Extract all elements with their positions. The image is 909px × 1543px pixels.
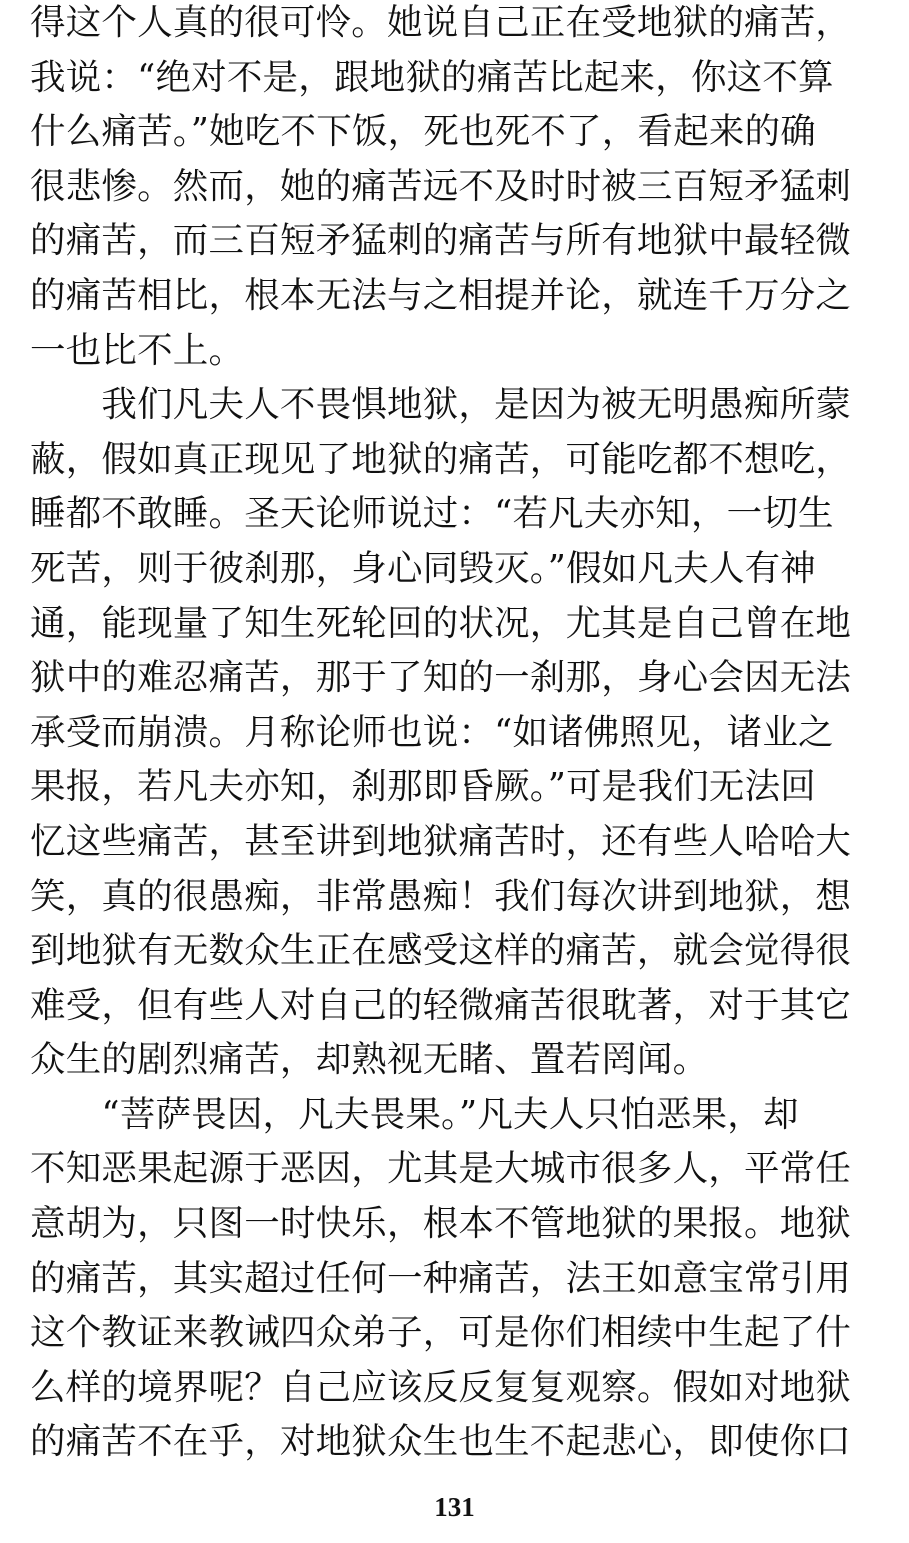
text-line: 么样的境界呢？自己应该反反复复观察。假如对地狱 [30, 1366, 852, 1408]
text-line: 通，能现量了知生死轮回的状况，尤其是自己曾在地 [30, 602, 852, 644]
text-line: 得这个人真的很可怜。她说自己正在受地狱的痛苦， [30, 2, 852, 43]
text-line: 这个教证来教诫四众弟子，可是你们相续中生起了什 [30, 1312, 852, 1354]
text-line: 意胡为，只图一时快乐，根本不管地狱的果报。地狱 [30, 1203, 852, 1245]
text-line: 狱中的难忍痛苦，那于了知的一刹那，身心会因无法 [30, 657, 852, 699]
text-line: 到地狱有无数众生正在感受这样的痛苦，就会觉得很 [30, 930, 852, 972]
text-line: 的痛苦，而三百短矛猛刺的痛苦与所有地狱中最轻微 [30, 220, 852, 262]
text-line: 很悲惨。然而，她的痛苦远不及时时被三百短矛猛刺 [30, 165, 852, 207]
text-line: 我们凡夫人不畏惧地狱，是因为被无明愚痴所蒙 [30, 384, 852, 426]
text-line: 承受而崩溃。月称论师也说：“如诸佛照见，诸业之 [30, 711, 834, 753]
text-line: 果报，若凡夫亦知，刹那即昏厥。”可是我们无法回 [30, 766, 816, 808]
text-line: 的痛苦不在乎，对地狱众生也生不起悲心，即使你口 [30, 1421, 852, 1463]
text-line: “菩萨畏因，凡夫畏果。”凡夫人只怕恶果，却 [30, 1093, 799, 1135]
text-line: 蔽，假如真正现见了地狱的痛苦，可能吃都不想吃， [30, 438, 852, 480]
text-line: 的痛苦，其实超过任何一种痛苦，法王如意宝常引用 [30, 1257, 852, 1299]
text-line: 难受，但有些人对自己的轻微痛苦很耽著，对于其它 [30, 984, 852, 1026]
text-line: 的痛苦相比，根本无法与之相提并论，就连千万分之 [30, 274, 852, 316]
text-line: 笑，真的很愚痴，非常愚痴！我们每次讲到地狱，想 [30, 875, 852, 917]
text-line: 众生的剧烈痛苦，却熟视无睹、置若罔闻。 [30, 1039, 709, 1081]
text-line: 一也比不上。 [30, 329, 245, 371]
body-text [30, 0, 880, 1474]
text-line: 睡都不敢睡。圣天论师说过：“若凡夫亦知，一切生 [30, 493, 834, 535]
text-line: 什么痛苦。”她吃不下饭，死也死不了，看起来的确 [30, 111, 816, 153]
text-line: 忆这些痛苦，甚至讲到地狱痛苦时，还有些人哈哈大 [30, 820, 852, 862]
page-number: 131 [434, 1492, 475, 1522]
text-line: 我说：“绝对不是，跟地狱的痛苦比起来，你这不算 [30, 56, 834, 98]
text-line: 不知恶果起源于恶因，尤其是大城市很多人，平常任 [30, 1148, 852, 1190]
text-line: 死苦，则于彼刹那，身心同毁灭。”假如凡夫人有神 [30, 547, 816, 589]
